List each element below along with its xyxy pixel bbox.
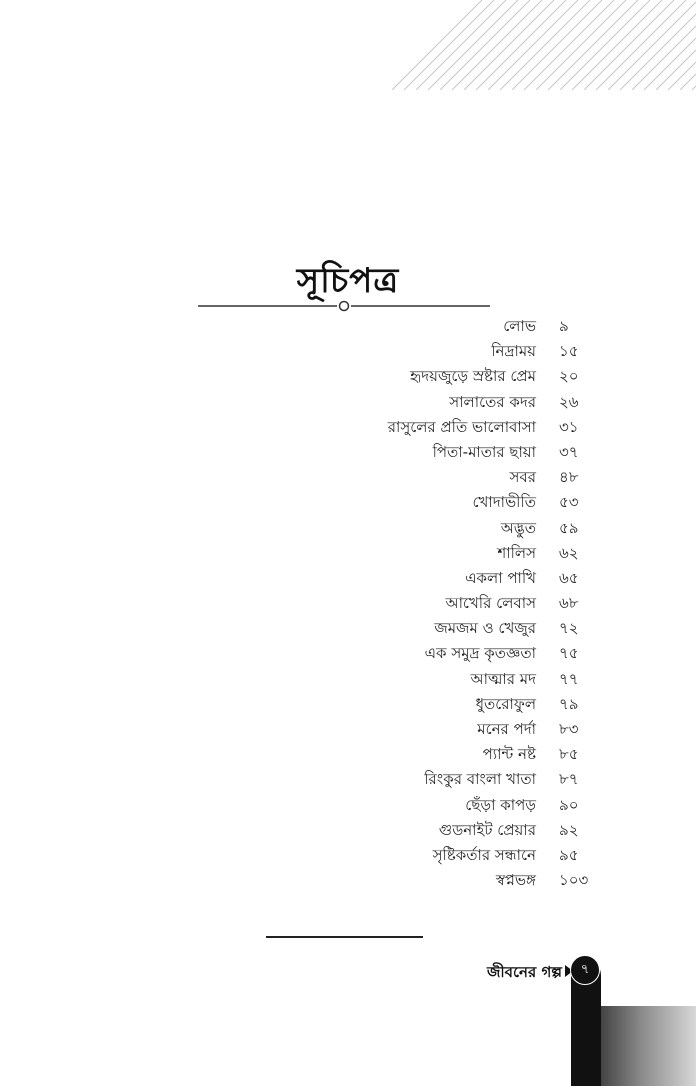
- toc-entry-title: গুডনাইট প্রেয়ার: [438, 820, 536, 839]
- end-divider: [266, 936, 423, 938]
- toc-entry-page: ৭২: [559, 619, 579, 638]
- toc-entry-title: একলা পাখি: [465, 568, 536, 587]
- toc-entry[interactable]: [180, 489, 600, 514]
- toc-entry-title: সবর: [509, 468, 536, 487]
- toc-entry[interactable]: [180, 842, 600, 867]
- footer-book-title: জীবনের গল্প: [486, 963, 562, 981]
- toc-entry-title: নিদ্রাময়: [491, 342, 536, 361]
- toc-entry[interactable]: [180, 313, 600, 338]
- page-edge-shadow: [596, 1006, 696, 1086]
- ornamental-divider: [198, 298, 490, 314]
- toc-entry-page: ৩১: [559, 417, 579, 436]
- toc-entry-page: ৮৫: [559, 745, 579, 764]
- toc-entry-page: ৭৭: [559, 669, 579, 688]
- toc-entry[interactable]: [180, 691, 600, 716]
- toc-entry-title: আখেরি লেবাস: [445, 594, 536, 613]
- toc-entry-page: ৬৮: [559, 594, 579, 613]
- toc-entry[interactable]: [180, 540, 600, 565]
- toc-entry-title: সৃষ্টিকর্তার সন্ধানে: [432, 845, 536, 864]
- toc-entry-title: এক সমুদ্র কৃতজ্ঞতা: [424, 644, 536, 663]
- toc-entry-page: ৯৫: [559, 845, 579, 864]
- toc-entry-title: পিতা-মাতার ছায়া: [432, 442, 536, 461]
- toc-entry-page: ৩৭: [559, 442, 579, 461]
- table-of-contents: [180, 313, 600, 892]
- toc-entry-title: খোদাভীতি: [472, 493, 536, 512]
- toc-entry[interactable]: [180, 338, 600, 363]
- toc-entry-page: ৭৫: [559, 644, 579, 663]
- toc-entry-title: প্যান্ট নষ্ট: [482, 745, 536, 764]
- toc-entry-title: রাসুলের প্রতি ভালোবাসা: [387, 417, 536, 436]
- toc-entry[interactable]: [180, 666, 600, 691]
- toc-entry[interactable]: [180, 363, 600, 388]
- toc-entry-title: জমজম ও খেজুর: [434, 619, 536, 638]
- toc-entry-title: ছেঁড়া কাপড়: [465, 795, 536, 814]
- toc-entry-title: রিংকুর বাংলা খাতা: [424, 770, 536, 789]
- toc-entry-title: সালাতের কদর: [449, 392, 536, 411]
- toc-entry-page: ৬৫: [559, 568, 579, 587]
- page-number-badge: ৭: [570, 955, 600, 985]
- toc-entry[interactable]: [180, 515, 600, 540]
- toc-entry-page: ৮৭: [559, 770, 579, 789]
- page-title: সূচিপত্র: [296, 260, 400, 301]
- toc-entry-title: আত্মার মদ: [470, 669, 536, 688]
- toc-entry-title: স্বপ্নভঙ্গ: [495, 871, 536, 890]
- toc-entry-page: ৫৩: [559, 493, 579, 512]
- toc-entry[interactable]: [180, 640, 600, 665]
- toc-entry-title: লোভ: [503, 317, 536, 335]
- toc-entry-title: শালিস: [497, 543, 536, 562]
- toc-entry-page: ৯০: [559, 795, 579, 814]
- toc-entry[interactable]: [180, 590, 600, 615]
- toc-entry-page: ২৬: [559, 392, 579, 411]
- toc-entry-title: হৃদয়জুড়ে স্রষ্টার প্রেম: [410, 367, 536, 386]
- toc-entry-title: ধুতরোফুল: [475, 694, 536, 713]
- toc-entry[interactable]: [180, 867, 600, 892]
- toc-entry[interactable]: [180, 565, 600, 590]
- toc-entry-page: ৯২: [559, 820, 579, 839]
- toc-entry[interactable]: [180, 464, 600, 489]
- toc-entry-page: ৬২: [559, 543, 579, 562]
- toc-entry[interactable]: [180, 817, 600, 842]
- toc-entry-page: ৮৩: [559, 720, 579, 738]
- toc-entry[interactable]: [180, 389, 600, 414]
- toc-entry-title: অদ্ভুত: [500, 518, 536, 537]
- toc-entry[interactable]: [180, 615, 600, 640]
- toc-entry-page: ৯: [559, 317, 569, 335]
- toc-entry-page: ১০৩: [559, 871, 589, 890]
- toc-entry[interactable]: [180, 716, 600, 741]
- toc-entry[interactable]: [180, 766, 600, 791]
- toc-entry-page: ৪৮: [559, 468, 579, 487]
- toc-entry[interactable]: [180, 792, 600, 817]
- toc-entry-page: ২০: [559, 367, 579, 386]
- toc-entry-page: ৫৯: [559, 518, 579, 537]
- toc-entry[interactable]: [180, 414, 600, 439]
- toc-entry[interactable]: [180, 741, 600, 766]
- toc-entry-page: ৭৯: [559, 694, 579, 713]
- diagonal-stripes-decoration: [392, 0, 696, 90]
- toc-entry[interactable]: [180, 439, 600, 464]
- toc-entry-title: মনের পর্দা: [477, 720, 536, 738]
- toc-entry-page: ১৫: [559, 342, 579, 361]
